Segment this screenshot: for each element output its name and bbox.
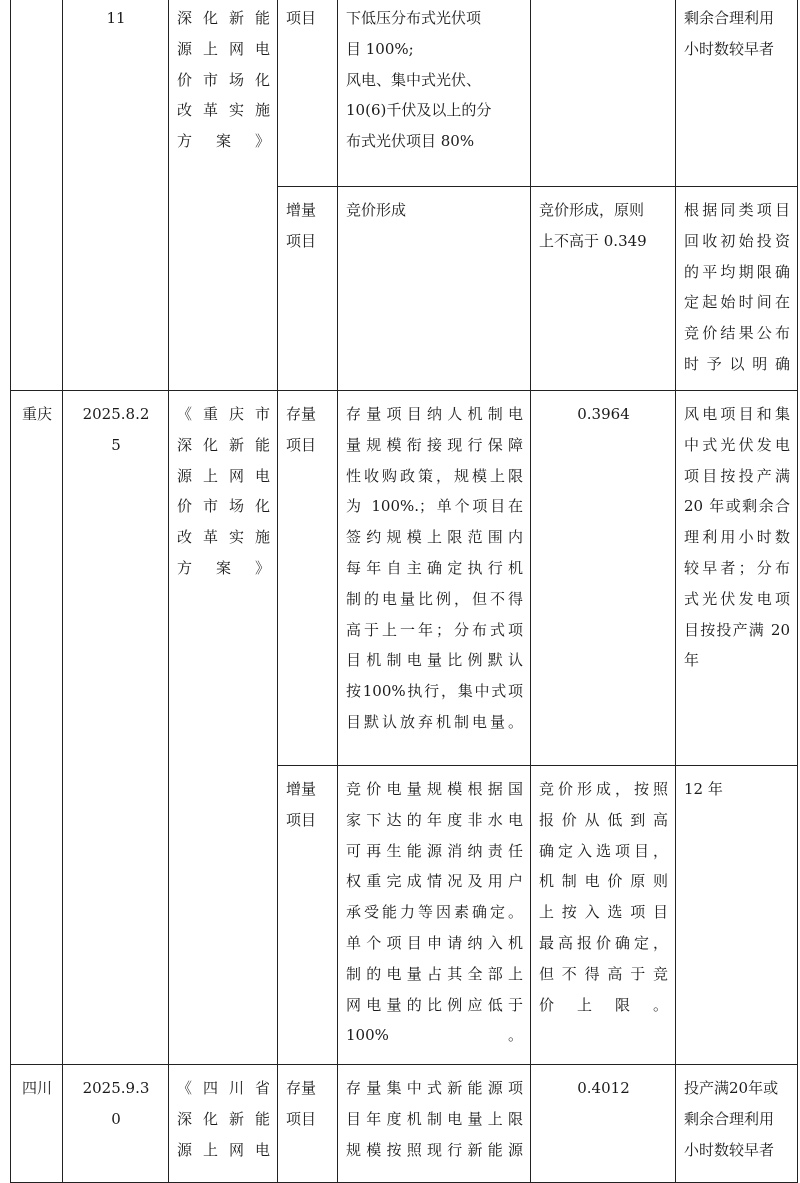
period-cell: 投产满20年或 剩余合理利用 小时数较早者: [676, 1065, 798, 1183]
price-cell: [531, 0, 676, 187]
province-cell: 四川: [11, 1065, 63, 1183]
scale-cell: 存量项目纳人机制电 量规模衔接现行保障 性收购政策，规模上限 为 100%.；单个项目在 签约规模上限范围内 每年自主确定执行机 制的电量比例，但不得 高于上一年；分布式项 目机制电量比例默认 按100%执行，集中式项 目默认放弃机制电量。: [338, 391, 531, 766]
period-cell: 12 年: [676, 766, 798, 1065]
province-cell: 重庆: [11, 391, 63, 1065]
price-cell: 竞价形成，按照 报价从低到高 确定入选项目， 机制电价原则 上按入选项目 最高报价确定， 但不得高于竞 价上限。: [531, 766, 676, 1065]
date-cell: 11: [63, 0, 169, 391]
date-cell: 2025.8.2 5: [63, 391, 169, 1065]
scale-cell: 竞价形成: [338, 187, 531, 391]
period-cell: 风电项目和集 中式光伏发电 项目按投产满 20 年或剩余合 理利用小时数 较早者；分布 式光伏发电项 目按投产满 20 年: [676, 391, 798, 766]
table-row: [11, 391, 798, 766]
period-cell: 根据同类项目 回收初始投资 的平均期限确 定起始时间在 竞价结果公布 时予以明确: [676, 187, 798, 391]
price-cell: 0.4012: [531, 1065, 676, 1183]
project-type-cell: 存量 项目: [278, 391, 338, 766]
policy-cell: 深化新能 源上网电 价市场化 改革实施 方案》: [169, 0, 278, 391]
period-cell: 剩余合理利用 小时数较早者: [676, 0, 798, 187]
scale-cell: 竞价电量规模根据国 家下达的年度非水电 可再生能源消纳责任 权重完成情况及用户 承受能力等因素确定。 单个项目申请纳入机 制的电量占其全部上 网电量的比例应低于 100%。: [338, 766, 531, 1065]
project-type-cell: 增量 项目: [278, 766, 338, 1065]
price-cell: 0.3964: [531, 391, 676, 766]
price-cell: 竞价形成，原则 上不高于 0.349: [531, 187, 676, 391]
project-type-cell: 项目: [278, 0, 338, 187]
table-row: [11, 0, 798, 187]
date-cell: 2025.9.3 0: [63, 1065, 169, 1183]
project-type-cell: 存量 项目: [278, 1065, 338, 1183]
project-type-cell: 增量 项目: [278, 187, 338, 391]
policy-table: [10, 0, 798, 1183]
table-row: [11, 1065, 798, 1183]
policy-cell: 《重庆市 深化新能 源上网电 价市场化 改革实施 方案》: [169, 391, 278, 1065]
scale-cell: 存量集中式新能源项 目年度机制电量上限 规模按照现行新能源: [338, 1065, 531, 1183]
province-cell: [11, 0, 63, 391]
scale-cell: 下低压分布式光伏项 目 100%; 风电、集中式光伏、 10(6)千伏及以上的分 布式光伏项目 80%: [338, 0, 531, 187]
policy-cell: 《四川省 深化新能 源上网电: [169, 1065, 278, 1183]
